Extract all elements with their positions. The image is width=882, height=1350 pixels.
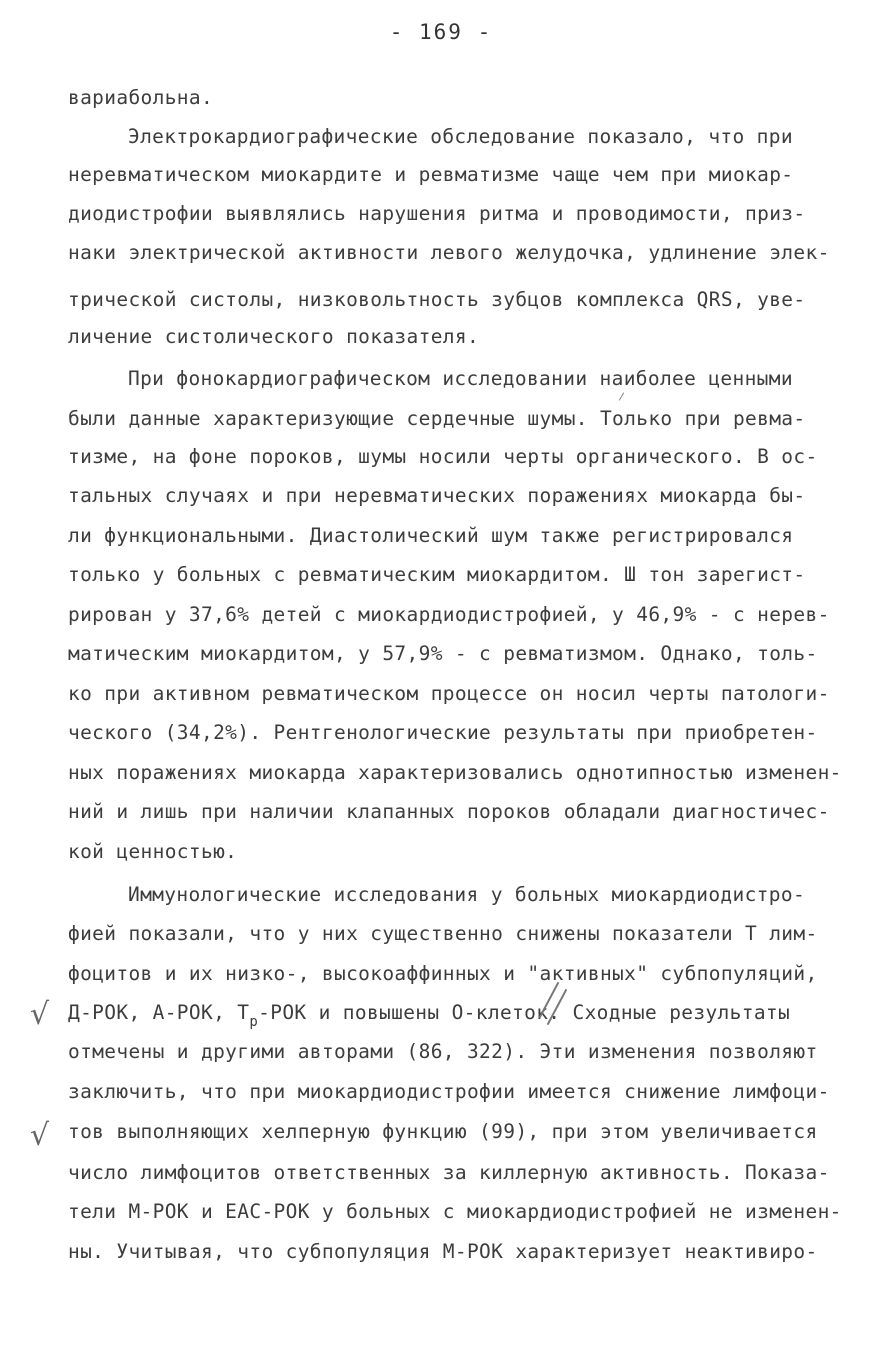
text-segment: -РОК и повышены О-клеток. Сходные результаты [258,1001,791,1024]
text-line: наки электрической активности левого желудочка, удлинение элек- [68,241,830,264]
text-line: рирован у 37,6% детей с миокардиодистрофией, у 46,9% - с нерев- [68,603,830,626]
text-line: неревматическом миокардите и ревматизме чаще чем при миокар- [68,163,794,186]
text-line: трической систолы, низковольтность зубцов комплекса QRS, уве- [68,288,806,311]
text-line: личение систолического показателя. [68,325,480,348]
text-line: ны. Учитывая, что субпопуляция М-РОК характеризует неактивиро- [68,1240,818,1263]
text-line: ний и лишь при наличии клапанных пороков обладали диагностичес- [68,800,830,823]
text-line: кой ценностью. [68,840,238,863]
text-line: вариабольна. [68,86,214,109]
text-line: заключить, что при миокардиодистрофии имеется снижение лимфоци- [68,1080,830,1103]
text-line: ко при активном ревматическом процессе он носил черты патологи- [68,682,830,705]
text-line: диодистрофии выявлялись нарушения ритма и проводимости, приз- [68,202,806,225]
text-line: ческого (34,2%). Рентгенологические результаты при приобретен- [68,721,818,744]
text-line: были данные характеризующие сердечные шумы. Только при ревма- [68,407,806,430]
text-line: отмечены и другими авторами (86, 322). Эти изменения позволяют [68,1040,818,1063]
margin-checkmark: √ [30,997,50,1032]
text-line: При фонокардиографическом исследовании наиболее ценными [128,367,793,390]
text-segment: Д-РОК, А-РОК, T [68,1001,250,1024]
text-line: тизме, на фоне пороков, шумы носили черты органического. В ос- [68,445,818,468]
text-line: ных поражениях миокарда характеризовались однотипностью изменен- [68,761,842,784]
text-line: Иммунологические исследования у больных миокардиодистро- [128,883,806,906]
text-line: фией показали, что у них существенно снижены показатели Т лим- [68,922,818,945]
text-line: тов выполняющих хелперную функцию (99), при этом увеличивается [68,1120,818,1143]
page-number: - 169 - [389,20,493,44]
text-line: число лимфоцитов ответственных за киллерную активность. Показа- [68,1161,830,1184]
accent-mark [619,392,624,400]
subscript: р [249,1014,259,1030]
text-line: матическим миокардитом, у 57,9% - с ревматизмом. Однако, толь- [68,642,818,665]
text-line: Электрокардиографические обследование показало, что при [128,125,793,148]
margin-checkmark: √ [30,1118,50,1153]
text-line: тальных случаях и при неревматических поражениях миокарда бы- [68,484,806,507]
text-line: ли функциональными. Диастолический шум также регистрировался [68,524,794,547]
text-line [68,1001,791,1030]
text-line: тели М-РОК и ЕАС-РОК у больных с миокардиодистрофией не изменен- [68,1200,842,1223]
text-line: фоцитов и их низко-, высокоаффинных и "активных" субпопуляций, [68,962,818,985]
text-line: только у больных с ревматическим миокардитом. Ш тон зарегист- [68,563,806,586]
